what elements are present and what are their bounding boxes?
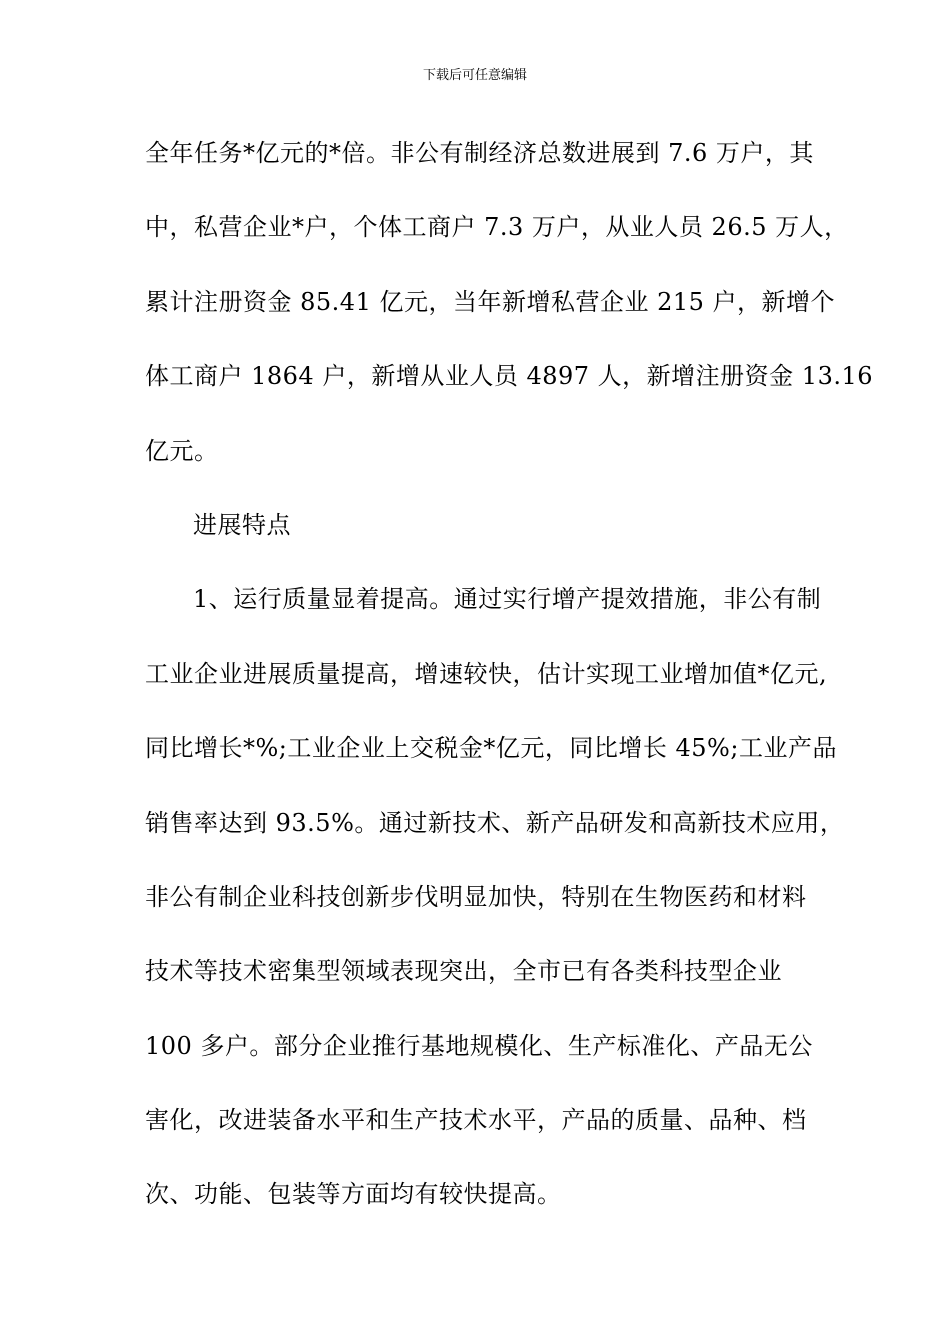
text-line: 同比增长*%;工业企业上交税金*亿元，同比增长 45%;工业产品 xyxy=(145,734,837,763)
text-line: 销售率达到 93.5%。通过新技术、新产品研发和高新技术应用， xyxy=(145,808,845,837)
document-body xyxy=(145,126,874,1242)
section-heading: 进展特点 xyxy=(193,510,291,539)
text-line: 体工商户 1864 户，新增从业人员 4897 人，新增注册资金 13.16 xyxy=(145,362,874,391)
text-line: 亿元。 xyxy=(145,436,219,465)
text-line: 全年任务*亿元的*倍。非公有制经济总数进展到 7.6 万户，其 xyxy=(145,139,814,167)
text-line: 次、功能、包装等方面均有较快提高。 xyxy=(145,1180,562,1209)
text-line: 害化，改进装备水平和生产技术水平，产品的质量、品种、档 xyxy=(145,1106,807,1135)
text-line: 累计注册资金 85.41 亿元，当年新增私营企业 215 户，新增个 xyxy=(145,287,836,316)
download-note: 下载后可任意编辑 xyxy=(422,68,527,83)
text-line: 中，私营企业*户，个体工商户 7.3 万户，从业人员 26.5 万人， xyxy=(145,213,849,242)
text-line: 技术等技术密集型领域表现突出，全市已有各类科技型企业 xyxy=(145,957,782,986)
paragraph-first-line: 1、运行质量显着提高。通过实行增产提效措施，非公有制 xyxy=(193,585,822,614)
text-line: 工业企业进展质量提高，增速较快，估计实现工业增加值*亿元, xyxy=(145,659,828,688)
text-line: 非公有制企业科技创新步伐明显加快，特别在生物医药和材料 xyxy=(145,882,807,911)
text-line: 100 多户。部分企业推行基地规模化、生产标准化、产品无公 xyxy=(145,1031,813,1060)
